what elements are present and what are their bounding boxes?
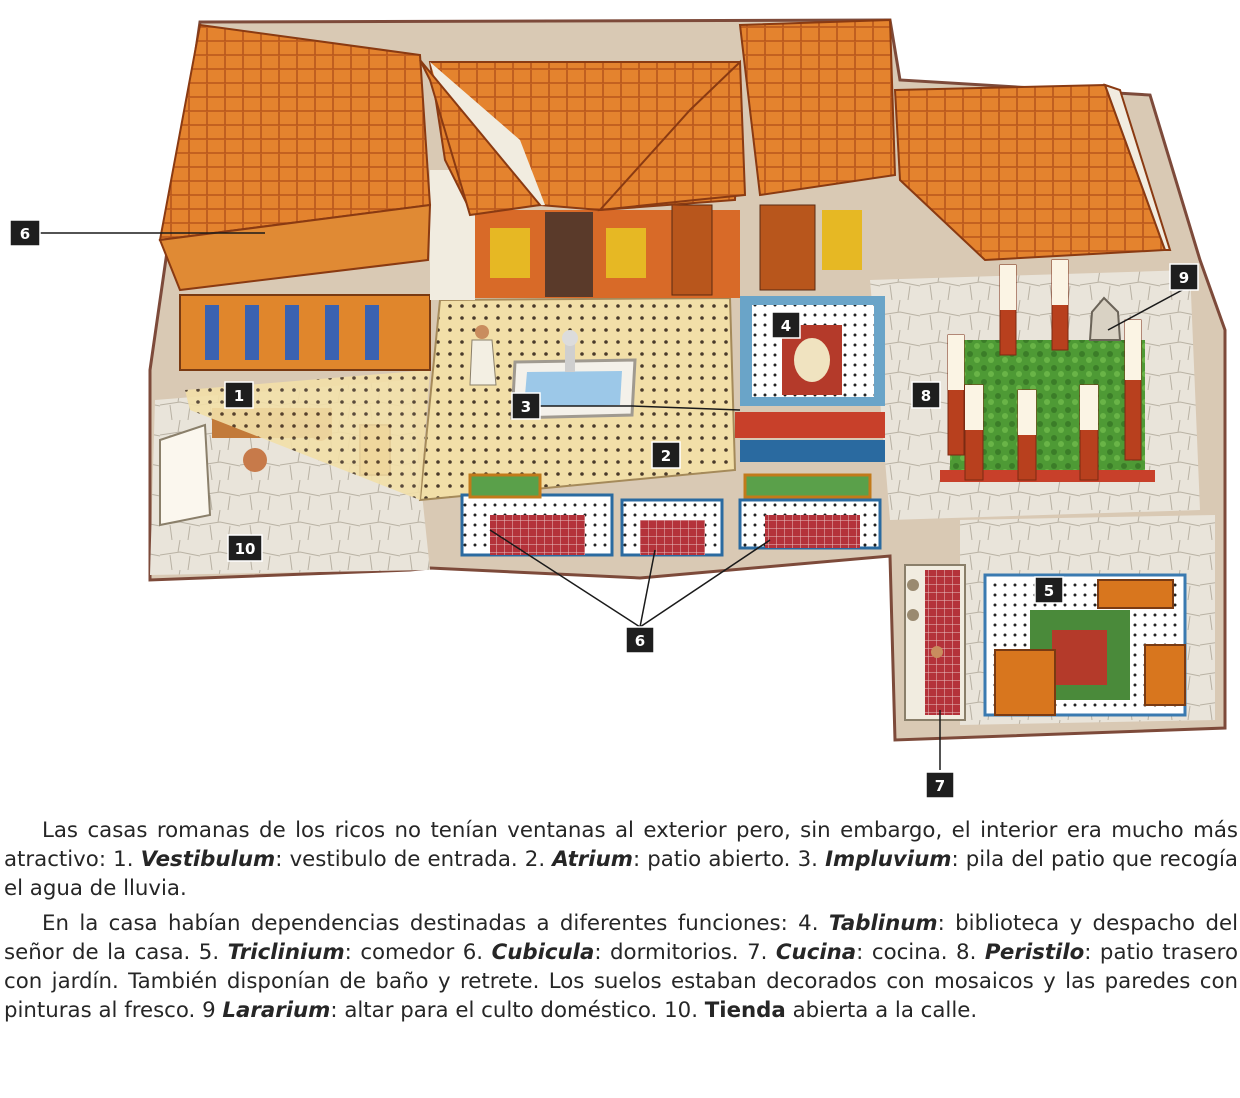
caption-text: : vestibulo de entrada. 2. bbox=[275, 847, 553, 872]
term-lararium: Lararium bbox=[222, 998, 331, 1023]
marker-8 bbox=[912, 382, 940, 408]
caption-text: : dormitorios. 7. bbox=[594, 940, 776, 965]
marker-2 bbox=[652, 442, 680, 468]
tablinum-room bbox=[740, 296, 885, 406]
term-triclinium: Triclinium bbox=[227, 940, 345, 965]
marker-7 bbox=[926, 772, 954, 798]
caption-text: : biblioteca y despacho del señor de la casa. 5. bbox=[4, 911, 1239, 965]
caption-text: : patio trasero con jardín. También disponían de baño y retrete. Los suelos estaban decorados con mosaicos y las paredes con pinturas al fresco. 9 bbox=[4, 940, 1238, 1023]
caption bbox=[4, 816, 1238, 1031]
svg-text:1: 1 bbox=[233, 387, 245, 405]
caption-text: : altar para el culto doméstico. 10. bbox=[330, 998, 705, 1023]
svg-text:8: 8 bbox=[920, 387, 932, 405]
marker-6-roof bbox=[10, 220, 40, 246]
marker-5 bbox=[1035, 577, 1063, 603]
svg-text:9: 9 bbox=[1178, 269, 1190, 287]
triclinium-room bbox=[985, 575, 1185, 715]
marker-9 bbox=[1170, 264, 1198, 290]
caption-text: Las casas romanas de los ricos no tenían ventanas al exterior pero, sin embargo, el interior era mucho más atractivo: 1. bbox=[4, 818, 1238, 872]
marker-10 bbox=[228, 535, 262, 561]
kitchen-room bbox=[905, 565, 965, 720]
caption-text: En la casa habían dependencias destinadas a diferentes funciones: 4. bbox=[42, 911, 829, 936]
caption-text: : comedor 6. bbox=[344, 940, 492, 965]
svg-text:6: 6 bbox=[634, 632, 646, 650]
term-impluvium: Impluvium bbox=[825, 847, 952, 872]
term-atrium: Atrium bbox=[552, 847, 633, 872]
term-cubicula: Cubicula bbox=[491, 940, 595, 965]
caption-paragraph-1 bbox=[4, 816, 1238, 903]
svg-text:6: 6 bbox=[19, 225, 31, 243]
svg-text:5: 5 bbox=[1043, 582, 1055, 600]
caption-text: : cocina. 8. bbox=[856, 940, 985, 965]
term-peristilo: Peristilo bbox=[984, 940, 1085, 965]
marker-6-cubicula bbox=[626, 627, 654, 653]
caption-text: : pila del patio que recogía el agua de lluvia. bbox=[4, 847, 1238, 901]
marker-1 bbox=[225, 382, 253, 408]
svg-text:7: 7 bbox=[934, 777, 946, 795]
svg-text:4: 4 bbox=[780, 317, 792, 335]
marker-4 bbox=[772, 312, 800, 338]
marker-3 bbox=[512, 393, 540, 419]
caption-text: : patio abierto. 3. bbox=[632, 847, 826, 872]
svg-text:3: 3 bbox=[520, 398, 532, 416]
term-vestibulum: Vestibulum bbox=[140, 847, 276, 872]
caption-paragraph-2 bbox=[4, 909, 1238, 1025]
caption-text: abierta a la calle. bbox=[785, 998, 978, 1023]
svg-text:2: 2 bbox=[660, 447, 672, 465]
term-tablinum: Tablinum bbox=[828, 911, 938, 936]
term-tienda: Tienda bbox=[704, 998, 786, 1023]
svg-text:10: 10 bbox=[234, 540, 256, 558]
term-cucina: Cucina bbox=[775, 940, 857, 965]
